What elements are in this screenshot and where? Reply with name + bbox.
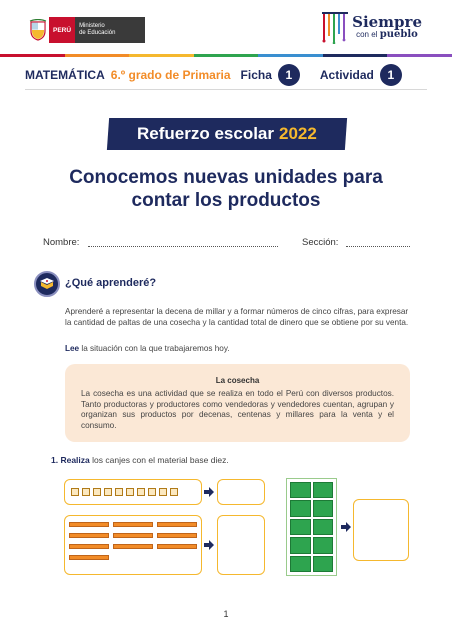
unit-cube: [104, 488, 112, 496]
country-label: PERÚ: [49, 17, 75, 43]
ten-rod: [157, 533, 197, 538]
unit-cube: [71, 488, 79, 496]
ten-rod: [113, 544, 153, 549]
hundred-flat: [290, 519, 311, 535]
title-line-2: contar los productos: [131, 190, 321, 211]
section-heading: ¿Qué aprenderé?: [65, 277, 157, 289]
ten-rod: [113, 522, 153, 527]
hundred-flat: [313, 537, 334, 553]
unit-cube: [115, 488, 123, 496]
banner-text: Refuerzo escolar: [137, 124, 275, 143]
arrow-right-icon: [204, 487, 214, 497]
ficha-label: Ficha: [240, 68, 272, 82]
situation-body: La cosecha es una actividad que se realiza en todo el Perú con diversos productos. Tanto productoras y productores como vendedoras y vendedores cuentan, agrupan y organizan sus productos por decenas, centenas y millares para la venta y el consumo.: [81, 389, 394, 430]
page-title: [30, 166, 422, 212]
unit-cube: [159, 488, 167, 496]
hundred-flat: [313, 482, 334, 498]
learn-paragraph: Aprenderé a representar la decena de millar y a formar números de cinco cifras, para expresar la cantidad de paltas de una cosecha y la cantidad total de dinero que se obtiene por su venta.: [65, 307, 409, 327]
task-rest: los canjes con el material base diez.: [92, 455, 229, 465]
bars-graphic-icon: [320, 10, 350, 44]
answer-box-units[interactable]: [217, 479, 265, 505]
ten-rod: [69, 533, 109, 538]
unit-cube: [170, 488, 178, 496]
read-instruction: [65, 344, 415, 355]
ministry-line-2: de Educación: [79, 30, 116, 36]
divider: [25, 89, 427, 90]
read-bold: Lee: [65, 344, 80, 353]
read-rest: la situación con la que trabajaremos hoy.: [81, 344, 230, 353]
hundred-flat: [313, 500, 334, 516]
ministry-label: [75, 17, 145, 43]
slogan-bottom: [352, 30, 422, 39]
name-field[interactable]: [88, 246, 278, 247]
subject-label: MATEMÁTICA: [25, 68, 105, 82]
slogan-bottom-pre: con el: [356, 30, 378, 39]
coat-of-arms-icon: [27, 17, 49, 43]
section-field[interactable]: [346, 246, 410, 247]
ten-rod: [69, 544, 109, 549]
ten-rod: [69, 522, 109, 527]
unit-cube: [148, 488, 156, 496]
banner-year: 2022: [279, 124, 317, 143]
ten-rod: [157, 544, 197, 549]
answer-box-tens[interactable]: [217, 515, 265, 575]
slogan-top: Siempre: [352, 13, 422, 31]
page-number: 1: [223, 609, 229, 619]
hundreds-group: [286, 478, 337, 576]
arrow-right-icon: [204, 540, 214, 550]
unit-cube: [93, 488, 101, 496]
learning-icon: [34, 271, 60, 297]
activity-label: Actividad: [319, 68, 374, 82]
tens-group: [64, 515, 202, 575]
slogan-bottom-bold: pueblo: [379, 29, 418, 40]
grade-label: 6.º grado de Primaria: [110, 68, 231, 82]
siempre-con-el-pueblo-logo: [320, 10, 422, 44]
situation-box: [65, 364, 410, 442]
hundred-flat: [290, 482, 311, 498]
units-group: [64, 479, 202, 505]
subject-bar: [25, 63, 425, 87]
ministry-line-1: Ministerio: [79, 23, 105, 29]
title-line-1: Conocemos nuevas unidades para: [69, 167, 383, 188]
ten-rod: [113, 533, 153, 538]
activity-number-badge: 1: [380, 64, 402, 86]
ten-rod: [69, 555, 109, 560]
unit-cube: [137, 488, 145, 496]
unit-cube: [126, 488, 134, 496]
section-label: Sección:: [302, 237, 339, 248]
situation-title: La cosecha: [215, 376, 260, 385]
task-number: 1.: [51, 455, 59, 465]
hundred-flat: [313, 556, 334, 572]
ten-rod: [157, 522, 197, 527]
name-label: Nombre:: [43, 237, 80, 248]
ficha-number-badge: 1: [278, 64, 300, 86]
hundred-flat: [290, 537, 311, 553]
answer-box-hundreds[interactable]: [353, 499, 409, 561]
ministry-logo: [27, 17, 145, 43]
task-bold: Realiza: [60, 455, 90, 465]
hundred-flat: [313, 519, 334, 535]
refuerzo-banner: [107, 118, 347, 150]
hundred-flat: [290, 556, 311, 572]
task-instruction: [51, 455, 229, 465]
arrow-right-icon: [341, 522, 351, 532]
unit-cube: [82, 488, 90, 496]
color-stripe: [0, 54, 452, 57]
hundred-flat: [290, 500, 311, 516]
